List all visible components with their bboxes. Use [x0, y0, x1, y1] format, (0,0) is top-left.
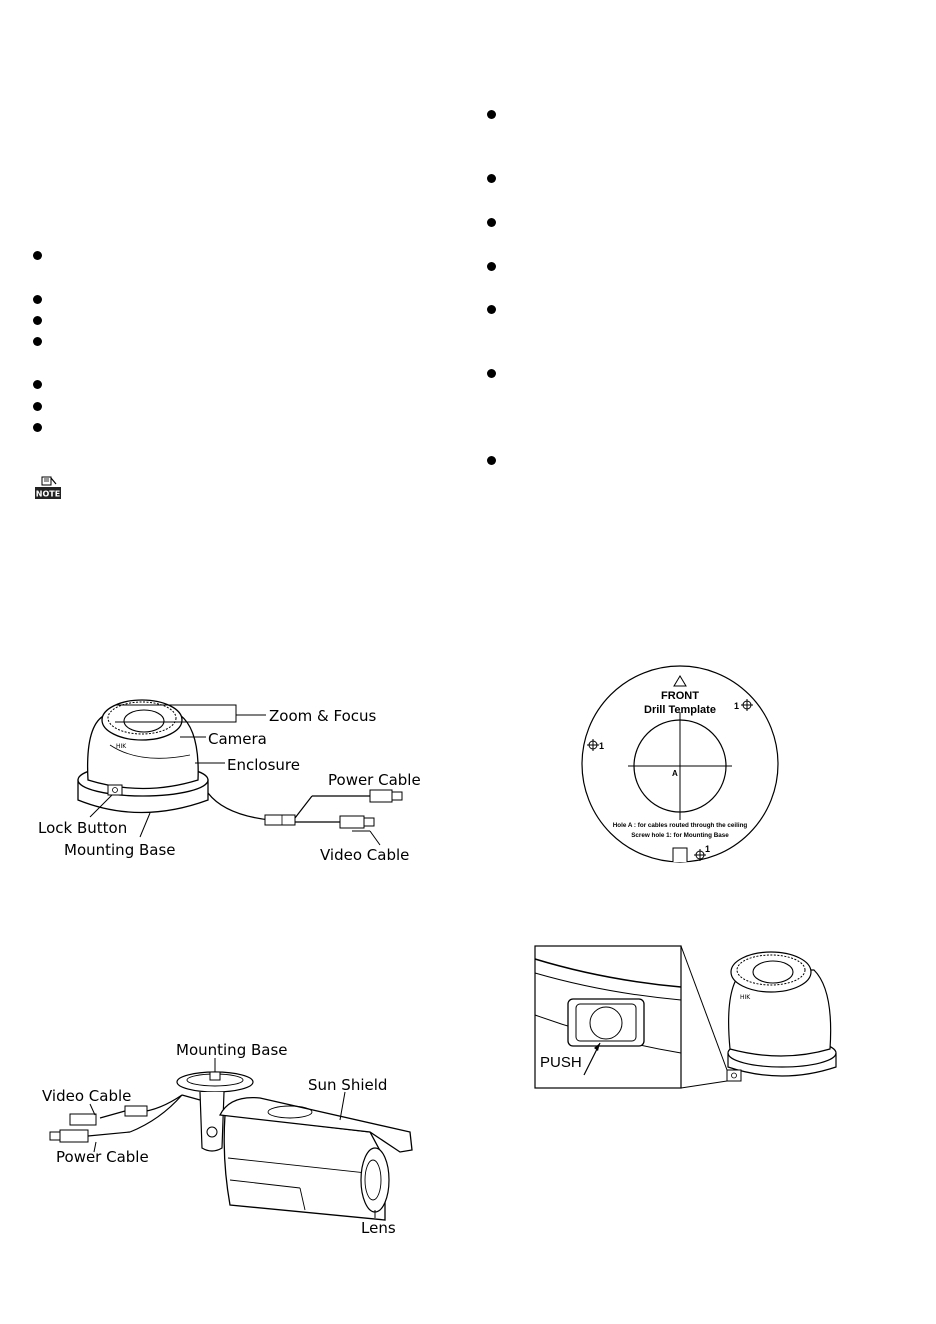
label-lens: Lens: [361, 1219, 396, 1237]
bullet-marker: [33, 295, 42, 304]
video-connector: [70, 1114, 96, 1125]
bullet-marker: [487, 262, 496, 271]
svg-text:HIK: HIK: [116, 743, 127, 750]
template-note-line2: Screw hole 1: for Mounting Base: [631, 832, 729, 839]
template-title: Drill Template: [644, 704, 716, 716]
bullet-marker: [33, 251, 42, 260]
bullet-marker: [487, 369, 496, 378]
hole-a-label: A: [672, 769, 678, 778]
label-mounting-base: Mounting Base: [176, 1041, 288, 1059]
label-mounting-base: Mounting Base: [64, 841, 176, 859]
note-icon-text: NOTE: [35, 489, 61, 499]
bullet-marker: [33, 337, 42, 346]
label-enclosure: Enclosure: [227, 756, 300, 774]
video-connector: [340, 816, 364, 828]
bullet-marker: [33, 316, 42, 325]
bullet-camera-figure: [40, 1040, 430, 1240]
label-power-cable: Power Cable: [328, 771, 421, 789]
bullet-marker: [487, 305, 496, 314]
bullet-marker: [33, 402, 42, 411]
template-notch: [673, 848, 687, 862]
label-zoom-focus: Zoom & Focus: [269, 707, 377, 725]
push-lock-figure: [534, 945, 839, 1090]
bullet-marker: [487, 218, 496, 227]
note-icon: [34, 476, 62, 500]
bullet-marker: [487, 174, 496, 183]
label-video-cable: Video Cable: [42, 1087, 132, 1105]
template-front-text: FRONT: [661, 690, 699, 702]
label-lock-button: Lock Button: [38, 819, 128, 837]
template-note-line1: Hole A : for cables routed through the ceiling: [612, 822, 748, 829]
power-connector: [370, 790, 392, 802]
bullet-marker: [33, 423, 42, 432]
push-label: PUSH: [540, 1054, 582, 1071]
bullet-marker: [487, 110, 496, 119]
screw-label-bottom: 1: [705, 844, 711, 854]
dome-camera-figure: [30, 685, 430, 870]
power-connector: [60, 1130, 88, 1142]
label-camera: Camera: [208, 730, 267, 748]
bullet-marker: [487, 456, 496, 465]
drill-template-figure: [580, 664, 780, 864]
lock-button-graphic: [108, 785, 122, 795]
bullet-marker: [33, 380, 42, 389]
label-sun-shield: Sun Shield: [308, 1076, 388, 1094]
label-power-cable: Power Cable: [56, 1148, 149, 1166]
svg-text:HIK: HIK: [740, 994, 751, 1001]
screw-label-right: 1: [734, 701, 740, 711]
screw-label-left: 1: [599, 741, 605, 751]
label-video-cable: Video Cable: [320, 846, 410, 864]
